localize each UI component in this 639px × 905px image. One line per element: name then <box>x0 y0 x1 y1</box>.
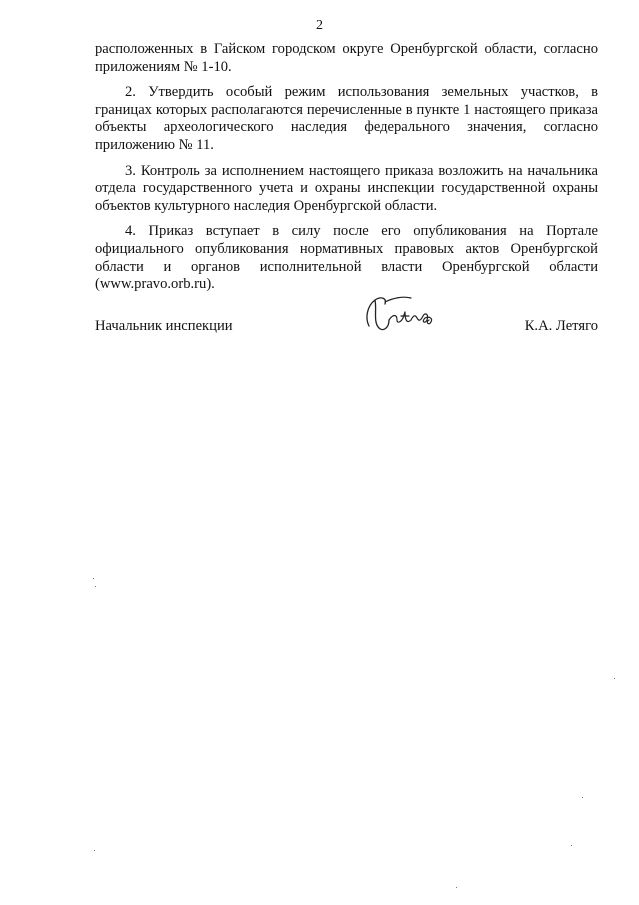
paragraph-continuation: расположенных в Гайском городском округе Оренбургской области, согласно приложениям № 1-10. <box>95 41 598 75</box>
paragraph-item-4: 4. Приказ вступает в силу после его опубликования на Портале официального опубликования нормативных правовых актов Оренбургской области и органов исполнительной власти Оренбургской области (www.pravo.orb.ru). <box>95 223 598 293</box>
document-body <box>95 41 598 294</box>
scan-speck <box>614 678 615 679</box>
signatory-name: К.А. Летяго <box>524 318 598 334</box>
scan-speck <box>94 850 95 851</box>
scan-speck <box>456 887 457 888</box>
scan-speck <box>571 845 572 846</box>
scan-speck <box>93 578 94 579</box>
handwritten-signature <box>359 288 451 338</box>
signature-block <box>95 318 598 348</box>
page-number: 2 <box>316 18 323 33</box>
scan-speck <box>95 586 96 587</box>
paragraph-item-2: 2. Утвердить особый режим использования земельных участков, в границах которых располагаются перечисленные в пункте 1 настоящего приказа объекты археологического наследия федерального значения, согласно приложению № 11. <box>95 84 598 153</box>
signatory-position: Начальник инспекции <box>95 318 233 334</box>
paragraph-item-3: 3. Контроль за исполнением настоящего приказа возложить на начальника отдела государственного учета и охраны инспекции государственной охраны объектов культурного наследия Оренбургской области. <box>95 162 598 214</box>
scan-speck <box>582 797 583 798</box>
